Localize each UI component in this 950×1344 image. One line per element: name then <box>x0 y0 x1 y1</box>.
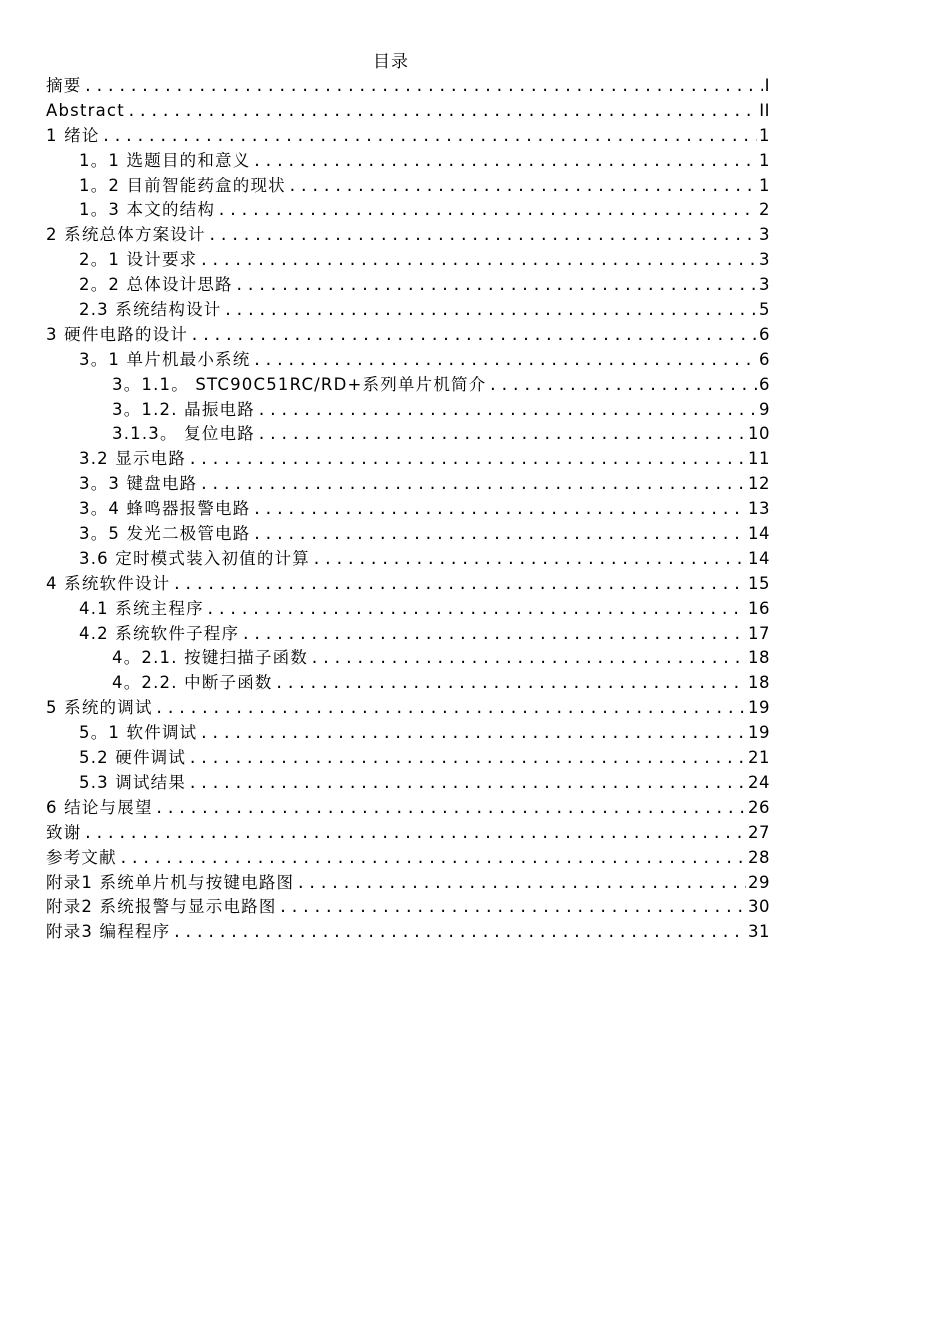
toc-entry-page-number: 14 <box>748 524 770 544</box>
toc-entry-page-number: 1 <box>759 150 770 170</box>
toc-entry[interactable] <box>46 472 770 497</box>
toc-entry-label: 6 结论与展望 <box>46 797 153 817</box>
toc-entry-label: 摘要 <box>46 76 82 95</box>
toc-dot-leader <box>83 821 746 846</box>
toc-entry[interactable] <box>46 846 770 871</box>
toc-entry[interactable] <box>46 223 770 248</box>
toc-entry[interactable] <box>46 99 770 124</box>
toc-entry[interactable] <box>46 497 770 522</box>
toc-entry[interactable] <box>46 696 770 721</box>
toc-entry-label: 附录3 编程程序 <box>46 922 171 942</box>
toc-dot-leader <box>252 149 757 174</box>
toc-entry[interactable] <box>46 298 770 323</box>
toc-entry[interactable] <box>46 74 770 99</box>
toc-entry-page-number: 9 <box>759 399 770 419</box>
toc-entry-label: 3.6 定时模式装入初值的计算 <box>79 548 310 568</box>
toc-entry-page-number: 16 <box>748 598 770 618</box>
toc-entry-label: 3。3 键盘电路 <box>79 474 198 494</box>
toc-entry[interactable] <box>46 174 770 199</box>
toc-entry-page-number: 27 <box>748 822 770 842</box>
toc-dot-leader <box>206 597 746 622</box>
toc-entry-page-number: 11 <box>748 449 770 469</box>
toc-entry[interactable] <box>46 622 770 647</box>
toc-dot-leader <box>188 746 746 771</box>
toc-entry-page-number: 6 <box>759 374 770 394</box>
toc-entry-page-number: 17 <box>748 623 770 643</box>
toc-entry-page-number: 18 <box>748 673 770 693</box>
toc-entry[interactable] <box>46 149 770 174</box>
toc-dot-leader <box>199 248 757 273</box>
toc-entry-page-number: 29 <box>748 872 770 892</box>
toc-entry-page-number: 1 <box>759 125 770 145</box>
toc-entry[interactable] <box>46 124 770 149</box>
toc-dot-leader <box>172 920 746 945</box>
toc-entry[interactable] <box>46 871 770 896</box>
toc-entry-label: 3。4 蜂鸣器报警电路 <box>79 499 251 519</box>
toc-entry-label: 3.1.3。 复位电路 <box>112 424 255 444</box>
toc-entry-label: 5.2 硬件调试 <box>79 748 187 768</box>
toc-entry[interactable] <box>46 597 770 622</box>
toc-entry[interactable] <box>46 447 770 472</box>
toc-entry-page-number: 14 <box>748 548 770 568</box>
toc-dot-leader <box>257 422 746 447</box>
toc-entry[interactable] <box>46 398 770 423</box>
toc-entry-page-number: 6 <box>759 349 770 369</box>
toc-entry-page-number: 19 <box>748 698 770 718</box>
toc-entry-page-number: 28 <box>748 847 770 867</box>
toc-entry-label: 2 系统总体方案设计 <box>46 225 206 245</box>
toc-entry-page-number: 10 <box>748 424 770 444</box>
toc-dot-leader <box>155 696 746 721</box>
toc-entry-label: 1。3 本文的结构 <box>79 200 216 220</box>
toc-entry[interactable] <box>46 373 770 398</box>
toc-entry-label: 3.2 显示电路 <box>79 449 187 469</box>
toc-entry-page-number: 18 <box>748 648 770 668</box>
toc-entry[interactable] <box>46 348 770 373</box>
toc-entry[interactable] <box>46 273 770 298</box>
toc-dot-leader <box>488 373 757 398</box>
toc-entry[interactable] <box>46 895 770 920</box>
toc-entry-page-number: 12 <box>748 474 770 494</box>
toc-entry-label: 4。2.2. 中断子函数 <box>112 673 273 693</box>
toc-entry-label: 5.3 调试结果 <box>79 772 187 792</box>
toc-entry-label: 2。2 总体设计思路 <box>79 275 233 295</box>
toc-entry[interactable] <box>46 248 770 273</box>
toc-entry-label: 5 系统的调试 <box>46 698 153 718</box>
toc-entry[interactable] <box>46 323 770 348</box>
toc-entry[interactable] <box>46 671 770 696</box>
toc-entry-label: 4。2.1. 按键扫描子函数 <box>112 648 309 668</box>
toc-dot-leader <box>279 895 746 920</box>
toc-entry-label: 3。1.1。 STC90C51RC/RD+系列单片机简介 <box>112 374 487 394</box>
toc-entry[interactable] <box>46 746 770 771</box>
toc-dot-leader <box>102 124 757 149</box>
toc-dot-leader <box>275 671 746 696</box>
table-of-contents <box>46 74 770 945</box>
toc-dot-leader <box>241 622 746 647</box>
toc-entry-label: 1 绪论 <box>46 125 100 145</box>
toc-entry-label: 1。2 目前智能药盒的现状 <box>79 175 286 195</box>
toc-dot-leader <box>208 223 757 248</box>
toc-entry-label: 4.2 系统软件子程序 <box>79 623 240 643</box>
toc-dot-leader <box>199 472 746 497</box>
toc-entry[interactable] <box>46 646 770 671</box>
toc-entry-page-number: 6 <box>759 324 770 344</box>
toc-dot-leader <box>188 771 746 796</box>
toc-dot-leader <box>199 721 746 746</box>
toc-entry-label: 附录1 系统单片机与按键电路图 <box>46 872 295 892</box>
page-title: 目录 <box>373 52 409 72</box>
toc-entry-page-number: 24 <box>748 772 770 792</box>
toc-entry-label: 3。1 单片机最小系统 <box>79 349 251 369</box>
toc-dot-leader <box>127 99 757 124</box>
toc-dot-leader <box>172 572 746 597</box>
toc-entry-page-number: 13 <box>748 499 770 519</box>
toc-entry-label: 参考文献 <box>46 847 117 867</box>
toc-dot-leader <box>312 547 746 572</box>
toc-entry[interactable] <box>46 422 770 447</box>
toc-entry-label: 3。1.2. 晶振电路 <box>112 399 255 419</box>
toc-dot-leader <box>252 348 757 373</box>
toc-dot-leader <box>188 447 746 472</box>
toc-entry-page-number: 26 <box>748 797 770 817</box>
toc-entry[interactable] <box>46 796 770 821</box>
toc-dot-leader <box>217 198 757 223</box>
toc-entry[interactable] <box>46 572 770 597</box>
toc-entry-page-number: 3 <box>759 225 770 245</box>
toc-entry-page-number: 2 <box>759 200 770 220</box>
toc-entry[interactable] <box>46 198 770 223</box>
toc-entry[interactable] <box>46 522 770 547</box>
toc-dot-leader <box>83 74 762 99</box>
toc-entry-label: 2。1 设计要求 <box>79 250 198 270</box>
toc-entry-page-number: II <box>759 100 770 120</box>
toc-dot-leader <box>257 398 757 423</box>
toc-dot-leader <box>119 846 746 871</box>
toc-entry-label: 5。1 软件调试 <box>79 723 198 743</box>
toc-dot-leader <box>288 174 757 199</box>
toc-entry-label: 2.3 系统结构设计 <box>79 300 222 320</box>
toc-dot-leader <box>310 646 746 671</box>
toc-entry[interactable] <box>46 721 770 746</box>
toc-entry-label: 3。5 发光二极管电路 <box>79 524 251 544</box>
toc-entry-label: 致谢 <box>46 822 82 842</box>
toc-entry-page-number: 3 <box>759 275 770 295</box>
toc-dot-leader <box>190 323 757 348</box>
toc-entry-page-number: 5 <box>759 300 770 320</box>
toc-entry-label: 4 系统软件设计 <box>46 573 171 593</box>
toc-dot-leader <box>296 871 746 896</box>
toc-entry-page-number: 31 <box>748 922 770 942</box>
toc-entry[interactable] <box>46 920 770 945</box>
toc-dot-leader <box>252 497 746 522</box>
toc-entry[interactable] <box>46 771 770 796</box>
toc-entry-page-number: I <box>764 76 770 95</box>
toc-entry-label: Abstract <box>46 100 125 120</box>
toc-dot-leader <box>252 522 746 547</box>
toc-entry-page-number: 21 <box>748 748 770 768</box>
toc-entry-page-number: 1 <box>759 175 770 195</box>
toc-entry[interactable] <box>46 547 770 572</box>
toc-entry-page-number: 30 <box>748 897 770 917</box>
toc-entry-label: 附录2 系统报警与显示电路图 <box>46 897 277 917</box>
toc-entry-page-number: 19 <box>748 723 770 743</box>
toc-entry-page-number: 15 <box>748 573 770 593</box>
toc-dot-leader <box>155 796 746 821</box>
toc-dot-leader <box>235 273 757 298</box>
toc-entry-label: 3 硬件电路的设计 <box>46 324 189 344</box>
toc-dot-leader <box>224 298 758 323</box>
toc-entry-page-number: 3 <box>759 250 770 270</box>
toc-entry-label: 4.1 系统主程序 <box>79 598 204 618</box>
toc-entry[interactable] <box>46 821 770 846</box>
toc-entry-label: 1。1 选题目的和意义 <box>79 150 251 170</box>
